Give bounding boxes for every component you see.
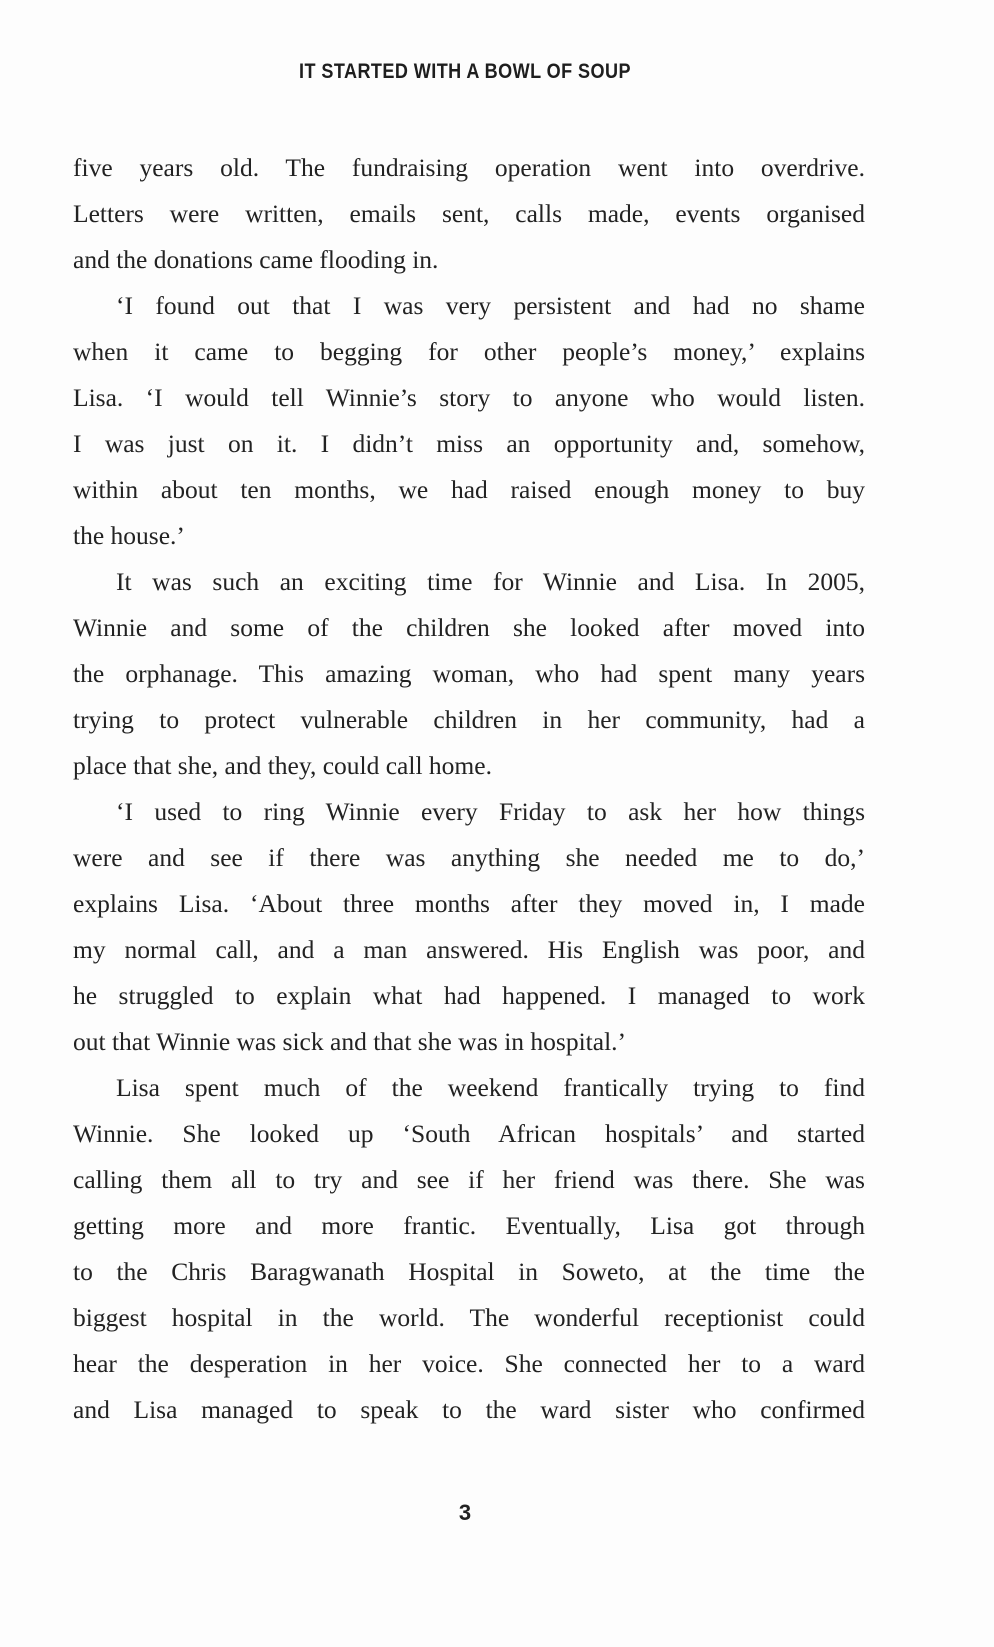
text-line: to the Chris Baragwanath Hospital in Soweto, at the time the — [73, 1257, 865, 1286]
paragraph — [73, 559, 865, 789]
text-line: the house.’ — [73, 521, 185, 550]
text-line: the orphanage. This amazing woman, who had spent many years — [73, 659, 865, 688]
text-line: ‘I found out that I was very persistent and had no shame — [116, 291, 865, 320]
text-line: Lisa. ‘I would tell Winnie’s story to anyone who would listen. — [73, 383, 865, 412]
text-line: Letters were written, emails sent, calls made, events organised — [73, 199, 865, 228]
paragraph — [73, 283, 865, 559]
text-line: calling them all to try and see if her friend was there. She was — [73, 1165, 865, 1194]
text-line: ‘I used to ring Winnie every Friday to ask her how things — [116, 797, 865, 826]
text-line: when it came to begging for other people’s money,’ explains — [73, 337, 865, 366]
text-line: Winnie. She looked up ‘South African hospitals’ and started — [73, 1119, 865, 1148]
text-line: and the donations came flooding in. — [73, 245, 439, 274]
page-number: 3 — [458, 1500, 472, 1525]
paragraph — [73, 1065, 865, 1433]
text-line: out that Winnie was sick and that she was in hospital.’ — [73, 1027, 627, 1056]
text-line: It was such an exciting time for Winnie and Lisa. In 2005, — [116, 567, 865, 596]
text-line: explains Lisa. ‘About three months after they moved in, I made — [73, 889, 865, 918]
text-line: place that she, and they, could call home. — [73, 751, 492, 780]
text-line: I was just on it. I didn’t miss an opportunity and, somehow, — [73, 429, 865, 458]
text-line: he struggled to explain what had happened. I managed to work — [73, 981, 865, 1010]
text-line: Winnie and some of the children she looked after moved into — [73, 613, 865, 642]
text-line: and Lisa managed to speak to the ward sister who confirmed — [73, 1395, 865, 1424]
text-line: getting more and more frantic. Eventually, Lisa got through — [73, 1211, 865, 1240]
body-text — [73, 145, 865, 1433]
text-line: Lisa spent much of the weekend frantically trying to find — [116, 1073, 865, 1102]
paragraph — [73, 789, 865, 1065]
text-line: were and see if there was anything she needed me to do,’ — [73, 843, 865, 872]
text-line: five years old. The fundraising operation went into overdrive. — [73, 153, 865, 182]
text-line: biggest hospital in the world. The wonderful receptionist could — [73, 1303, 865, 1332]
text-line: within about ten months, we had raised enough money to buy — [73, 475, 865, 504]
text-line: hear the desperation in her voice. She connected her to a ward — [73, 1349, 865, 1378]
text-line: my normal call, and a man answered. His English was poor, and — [73, 935, 865, 964]
paragraph — [73, 145, 865, 283]
running-header: IT STARTED WITH A BOWL OF SOUP — [299, 60, 631, 83]
text-line: trying to protect vulnerable children in her community, had a — [73, 705, 865, 734]
